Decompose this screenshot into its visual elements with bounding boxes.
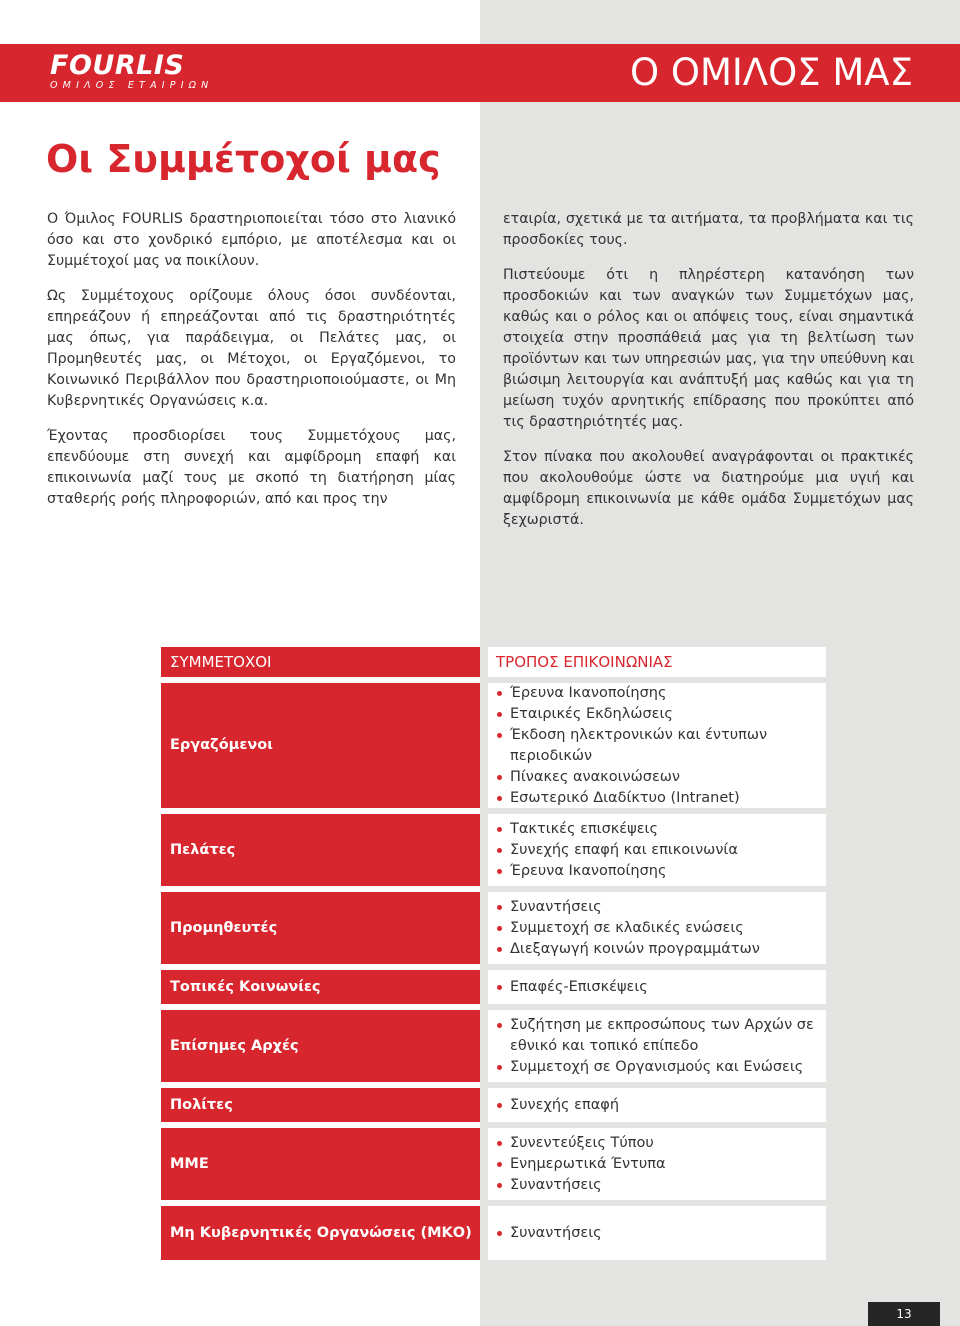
stakeholder-group: Τοπικές Κοινωνίες xyxy=(161,970,480,1004)
list-item: Εσωτερικό Διαδίκτυο (Intranet) xyxy=(496,788,818,809)
right-column-text xyxy=(503,209,914,545)
list-item: Συνεντεύξεις Τύπου xyxy=(496,1133,818,1154)
left-column-text xyxy=(47,209,456,524)
stakeholder-group: Πολίτες xyxy=(161,1088,480,1122)
table-row xyxy=(161,1010,826,1082)
table-row xyxy=(161,683,826,808)
paragraph: Έχοντας προσδιορίσει τους Συμμετόχους μας, επενδύουμε στη συνεχή και αμφίδρομη επαφή και επικοινωνία μαζί τους με σκοπό τη διατήρηση μίας σταθερής ροής πληροφοριών, από και προς την xyxy=(47,428,456,507)
page-number: 13 xyxy=(868,1302,940,1326)
communication-methods xyxy=(488,892,826,964)
list-item: Τακτικές επισκέψεις xyxy=(496,819,818,840)
paragraph: Στον πίνακα που ακολουθεί αναγράφονται οι πρακτικές που ακολουθούμε ώστε να διατηρούμε μια υγιή και αμφίδρομη επικοινωνία με κάθε ομάδα Συμμετόχων μας ξεχωριστά. xyxy=(503,449,914,528)
communication-methods xyxy=(488,1128,826,1200)
list-item: Συναντήσεις xyxy=(496,897,818,918)
logo-wordmark: FOURLIS xyxy=(50,50,185,81)
list-item: Επαφές-Επισκέψεις xyxy=(496,977,818,998)
stakeholder-group: Πελάτες xyxy=(161,814,480,886)
list-item: Εταιρικές Εκδηλώσεις xyxy=(496,704,818,725)
section-title: Ο ΟΜΙΛΟΣ ΜΑΣ xyxy=(629,51,913,94)
paragraph: Ο Όμιλος FOURLIS δραστηριοποιείται τόσο στο λιανικό όσο και στο χονδρικό εμπόριο, με αποτέλεσμα και οι Συμμέτοχοί μας να ποικίλουν. xyxy=(47,211,456,269)
list-item: Συμμετοχή σε κλαδικές ενώσεις xyxy=(496,918,818,939)
list-item: Συμμετοχή σε Οργανισμούς και Ενώσεις xyxy=(496,1057,818,1078)
logo-tagline: ΟΜΙΛΟΣ ΕΤΑΙΡΙΩΝ xyxy=(50,80,214,91)
table-row xyxy=(161,1206,826,1260)
list-item: Έρευνα Ικανοποίησης xyxy=(496,861,818,882)
list-item: Πίνακες ανακοινώσεων xyxy=(496,767,818,788)
list-item: Συναντήσεις xyxy=(496,1223,818,1244)
communication-methods xyxy=(488,1088,826,1122)
communication-methods xyxy=(488,814,826,886)
communication-methods xyxy=(488,1206,826,1260)
page-title: Οι Συμμέτοχοί μας xyxy=(46,137,441,181)
list-item: Έρευνα Ικανοποίησης xyxy=(496,683,818,704)
list-item: Ενημερωτικά Έντυπα xyxy=(496,1154,818,1175)
paragraph: Πιστεύουμε ότι η πληρέστερη κατανόηση των προσδοκιών και των αναγκών των Συμμετόχων μας, καθώς και ο ρόλος και οι απόψεις τους, είναι σημαντικά στοιχεία στην προσπάθειά μας για τη βελτίωση των προϊόντων και των υπηρεσιών μας, για την υπεύθυνη και βιώσιμη λειτουργία και ανάπτυξή μας καθώς και για τη μείωση τυχόν αρνητικής επίδρασης που προκύπτει από τις δραστηριότητές μας. xyxy=(503,267,914,430)
stakeholder-group: Προμηθευτές xyxy=(161,892,480,964)
header-stakeholders: ΣΥΜΜΕΤΟΧΟΙ xyxy=(161,647,480,677)
fourlis-logo xyxy=(50,52,213,92)
list-item: Συνεχής επαφή και επικοινωνία xyxy=(496,840,818,861)
table-header-row xyxy=(161,647,826,677)
list-item: Συνεχής επαφή xyxy=(496,1095,818,1116)
list-item: Συζήτηση με εκπροσώπους των Αρχών σε εθνικό και τοπικό επίπεδο xyxy=(496,1015,818,1057)
list-item: Έκδοση ηλεκτρονικών και έντυπων περιοδικών xyxy=(496,725,818,767)
table-row xyxy=(161,1128,826,1200)
list-item: Διεξαγωγή κοινών προγραμμάτων xyxy=(496,939,818,960)
communication-methods xyxy=(488,1010,826,1082)
communication-methods xyxy=(488,970,826,1004)
table-row xyxy=(161,970,826,1004)
table-row xyxy=(161,814,826,886)
stakeholder-group: ΜΜΕ xyxy=(161,1128,480,1200)
stakeholder-group: Εργαζόμενοι xyxy=(161,683,480,808)
communication-methods xyxy=(488,683,826,808)
paragraph: εταιρία, σχετικά με τα αιτήματα, τα προβλήματα και τις προσδοκίες τους. xyxy=(503,211,914,248)
table-row xyxy=(161,1088,826,1122)
stakeholders-table xyxy=(161,647,826,1260)
list-item: Συναντήσεις xyxy=(496,1175,818,1196)
table-row xyxy=(161,892,826,964)
paragraph: Ως Συμμέτοχους ορίζουμε όλους όσοι συνδέονται, επηρεάζουν ή επηρεάζονται από τις δραστηριότητές μας όπως, για παράδειγμα, οι Πελάτες μας, οι Προμηθευτές μας, οι Μέτοχοι, οι Εργαζόμενοι, το Κοινωνικό Περιβάλλον που δραστηριοποιούμαστε, οι Μη Κυβερνητικές Οργανώσεις κ.α. xyxy=(47,288,456,409)
header-communication: ΤΡΟΠΟΣ ΕΠΙΚΟΙΝΩΝΙΑΣ xyxy=(488,647,826,677)
stakeholder-group: Επίσημες Αρχές xyxy=(161,1010,480,1082)
stakeholder-group: Μη Κυβερνητικές Οργανώσεις (ΜΚΟ) xyxy=(161,1206,480,1260)
